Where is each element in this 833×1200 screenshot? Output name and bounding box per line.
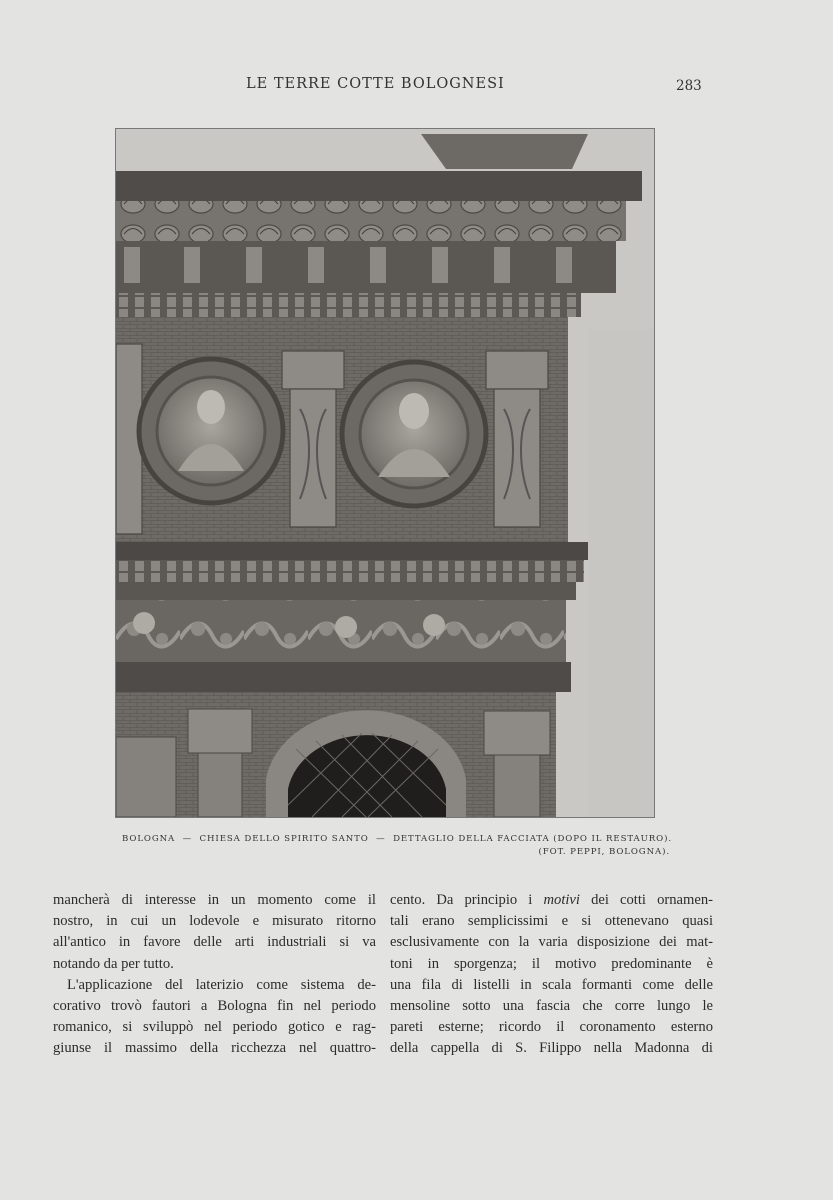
text-line: pareti esterne; ricordo il coronamento esterno: [390, 1019, 713, 1036]
plate-caption: [122, 834, 672, 857]
text-line: [390, 890, 713, 911]
caption-church: CHIESA DELLO SPIRITO SANTO: [199, 834, 369, 844]
text-line: della cappella di S. Filippo nella Madonna di: [390, 1040, 713, 1057]
text-run: dei cotti ornamen-: [579, 892, 713, 908]
text-line: una fila di listelli in scala formanti come delle: [390, 976, 713, 993]
text-line: corativo trovò fautori a Bologna fin nel periodo: [53, 998, 376, 1015]
text-line: esclusivamente con la varia disposizione dei mat-: [390, 934, 713, 951]
text-column-left: [53, 890, 376, 1060]
text-line: mancherà di interesse in un momento come il: [53, 892, 376, 908]
caption-place: BOLOGNA: [122, 834, 176, 844]
caption-dash-2: —: [376, 834, 386, 844]
facade-photograph: [115, 128, 655, 818]
text-line: tali erano semplicissimi e si ottenevano quasi: [390, 913, 713, 930]
text-line: notando da per tutto.: [53, 955, 174, 972]
text-run: cento. Da principio i: [390, 892, 544, 908]
facade-illustration: [116, 129, 654, 817]
running-title: LE TERRE COTTE BOLOGNESI: [246, 76, 505, 92]
text-line: all'antico in favore delle arti industriali si va: [53, 934, 376, 951]
caption-dash-1: —: [182, 834, 193, 844]
caption-detail: DETTAGLIO DELLA FACCIATA (DOPO IL RESTAURO).: [393, 834, 672, 844]
text-line: romanico, si sviluppò nel periodo gotico e rag-: [53, 1019, 376, 1036]
text-line: nostro, in cui un lodevole e misurato ritorno: [53, 913, 376, 930]
caption-credit: (FOT. PEPPI, BOLOGNA).: [538, 847, 670, 857]
text-line: toni in sporgenza; il motivo predominante è: [390, 955, 713, 972]
page-number: 283: [676, 78, 702, 94]
text-line: L'applicazione del laterizio come sistema de-: [67, 976, 376, 993]
text-line: giunse il massimo della ricchezza nel quattro-: [53, 1040, 376, 1057]
text-column-right: [390, 890, 713, 1060]
italic-word: motivi: [543, 892, 580, 908]
text-line: mensoline sotto una fascia che corre lungo le: [390, 998, 713, 1015]
